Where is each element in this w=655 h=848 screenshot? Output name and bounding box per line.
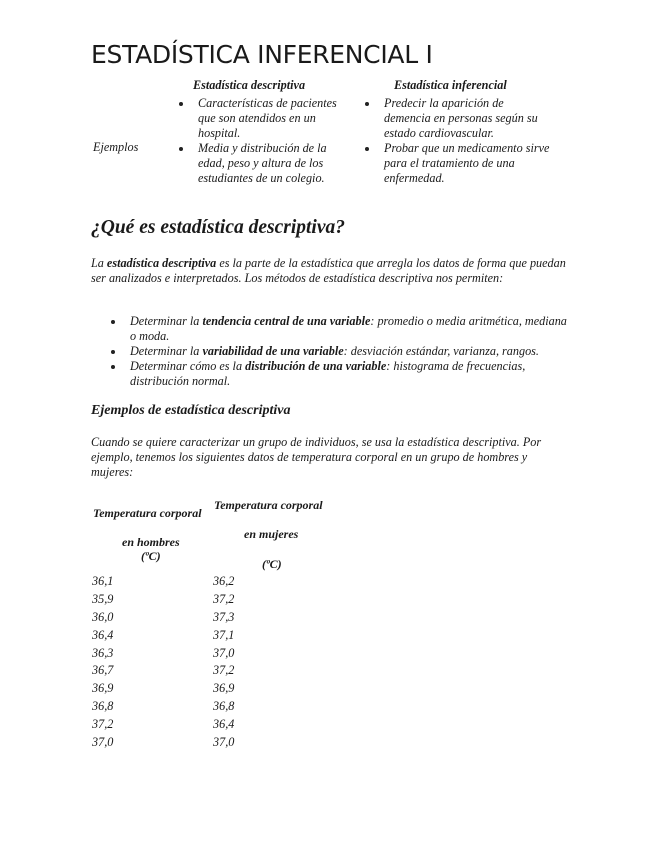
men-header-line-2: en hombres [122,535,180,549]
table-cell: 36,9 [213,681,235,696]
bullet-icon [111,320,115,324]
list-item [177,141,339,186]
bullet-icon [111,350,115,354]
bullet-pre: Determinar la [130,344,203,358]
women-header-line-2: en mujeres [244,527,299,541]
bullet-icon [365,102,369,106]
list-item-text: Probar que un medicamento sirve para el tratamiento de una enfermedad. [384,141,550,185]
bullet-post: : histograma de frecuencias, distribución normal. [130,359,526,388]
table-cell: 36,4 [92,627,114,642]
men-temperature-column [92,573,113,752]
header-inferential: Estadística inferencial [394,78,507,92]
table-cell: 37,0 [213,735,235,750]
table-cell: 37,1 [213,627,235,642]
list-item [363,141,553,186]
table-cell: 36,2 [213,574,235,588]
descriptive-examples-list [177,96,339,186]
women-header-line-3: (ºC) [262,557,282,571]
table-cell: 36,9 [92,681,114,696]
intro-paragraph [91,256,571,286]
men-header-line-3: (ºC) [141,549,161,563]
list-item [109,344,574,359]
list-item-text: Características de pacientes que son atendidos en un hospital. [198,96,337,140]
bullet-icon [365,147,369,151]
bullet-icon [179,147,183,151]
examples-paragraph: Cuando se quiere caracterizar un grupo de individuos, se usa la estadística descriptiva. Por ejemplo, tenemos los siguientes datos de temperatura corporal en un grupo de hombres y mujeres: [91,435,542,480]
table-cell: 36,7 [92,663,114,678]
table-cell: 37,0 [92,735,114,750]
list-item-text: Predecir la aparición de demencia en personas según su estado cardiovascular. [384,96,538,140]
women-header-line-1: Temperatura corporal [214,498,323,512]
methods-list [109,314,574,389]
intro-bold: estadística descriptiva [106,256,217,270]
inferential-examples-list [363,96,553,186]
bullet-post: : desviación estándar, varianza, rangos. [343,344,539,358]
table-cell: 37,2 [213,663,235,678]
bullet-icon [111,365,115,369]
table-cell: 37,2 [213,591,235,606]
bullet-bold: variabilidad de una variable [202,344,344,358]
list-item [109,314,574,344]
table-cell: 36,4 [213,717,235,732]
bullet-pre: Determinar la [130,314,203,328]
list-item [109,359,574,389]
table-cell: 37,3 [213,609,235,624]
table-cell: 37,0 [213,645,235,660]
list-item-text: Media y distribución de la edad, peso y altura de los estudiantes de un colegio. [198,141,327,185]
men-header-line-1: Temperatura corporal [93,506,202,520]
bullet-icon [179,102,183,106]
women-temperature-column [213,573,234,752]
bullet-bold: tendencia central de una variable [202,314,371,328]
table-cell: 36,0 [92,609,114,624]
table-cell: 37,2 [92,717,114,732]
list-item [177,96,339,141]
intro-post: es la parte de la estadística que arregla los datos de forma que puedan ser analizados e interpretados. Los métodos de estadística descriptiva nos permiten: [91,256,566,286]
list-item [363,96,553,141]
page-title: ESTADÍSTICA INFERENCIAL I [91,40,433,69]
table-cell: 36,8 [213,699,235,714]
bullet-pre: Determinar cómo es la [130,359,246,373]
table-cell: 36,1 [92,574,114,588]
examples-heading: Ejemplos de estadística descriptiva [91,403,291,418]
header-descriptive: Estadística descriptiva [193,78,306,92]
table-cell: 36,8 [92,699,114,714]
bullet-bold: distribución de una variable [245,359,387,373]
table-cell: 35,9 [92,591,114,606]
row-label-examples: Ejemplos [93,140,139,154]
section-heading: ¿Qué es estadística descriptiva? [91,217,346,238]
intro-pre: La [91,256,107,270]
bullet-post: : promedio o media aritmética, mediana o moda. [130,314,567,343]
table-cell: 36,3 [92,645,114,660]
